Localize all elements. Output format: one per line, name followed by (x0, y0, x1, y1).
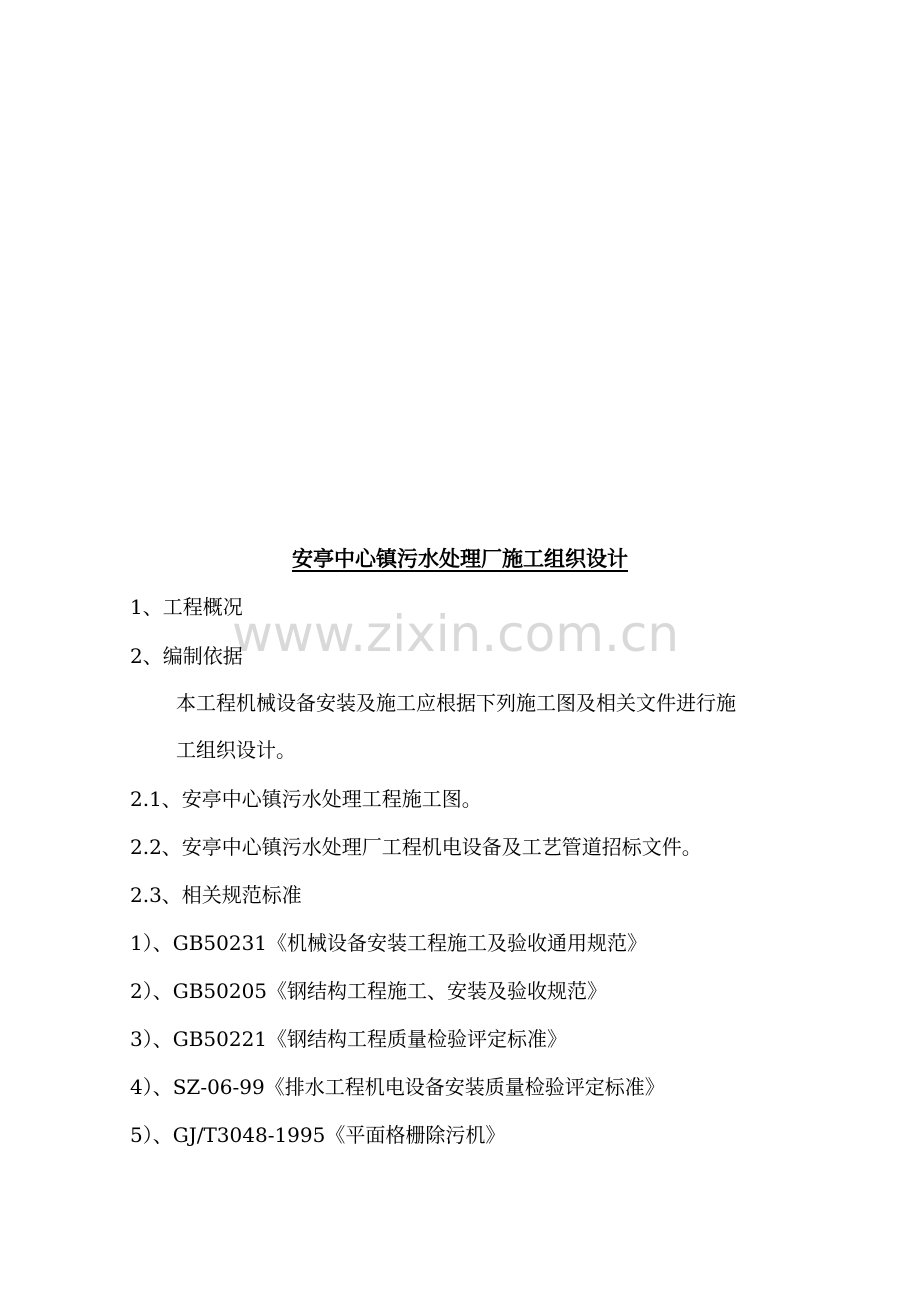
standard-5: 5）、GJ/T3048-1995《平面格栅除污机》 (130, 1123, 506, 1147)
item-2-1: 2.1、安亭中心镇污水处理工程施工图。 (130, 787, 482, 811)
basis-paragraph-line-1: 本工程机械设备安装及施工应根据下列施工图及相关文件进行施 (176, 691, 736, 715)
item-2-2: 2.2、安亭中心镇污水处理厂工程机电设备及工艺管道招标文件。 (130, 835, 702, 859)
document-title-text: 安亭中心镇污水处理厂施工组织设计 (292, 546, 628, 571)
item-2-3: 2.3、相关规范标准 (130, 883, 302, 907)
standard-1: 1）、GB50231《机械设备安装工程施工及验收通用规范》 (130, 931, 648, 955)
standard-3: 3）、GB50221《钢结构工程质量检验评定标准》 (130, 1027, 568, 1051)
watermark: www.zixin.com.cn (232, 605, 680, 663)
basis-paragraph-line-2: 工组织设计。 (176, 738, 296, 762)
section-basis: 2、编制依据 (130, 644, 243, 668)
section-overview: 1、工程概况 (130, 595, 243, 619)
standard-2: 2）、GB50205《钢结构工程施工、安装及验收规范》 (130, 979, 608, 1003)
document-title (0, 542, 920, 576)
standard-4: 4）、SZ-06-99《排水工程机电设备安装质量检验评定标准》 (130, 1075, 665, 1099)
